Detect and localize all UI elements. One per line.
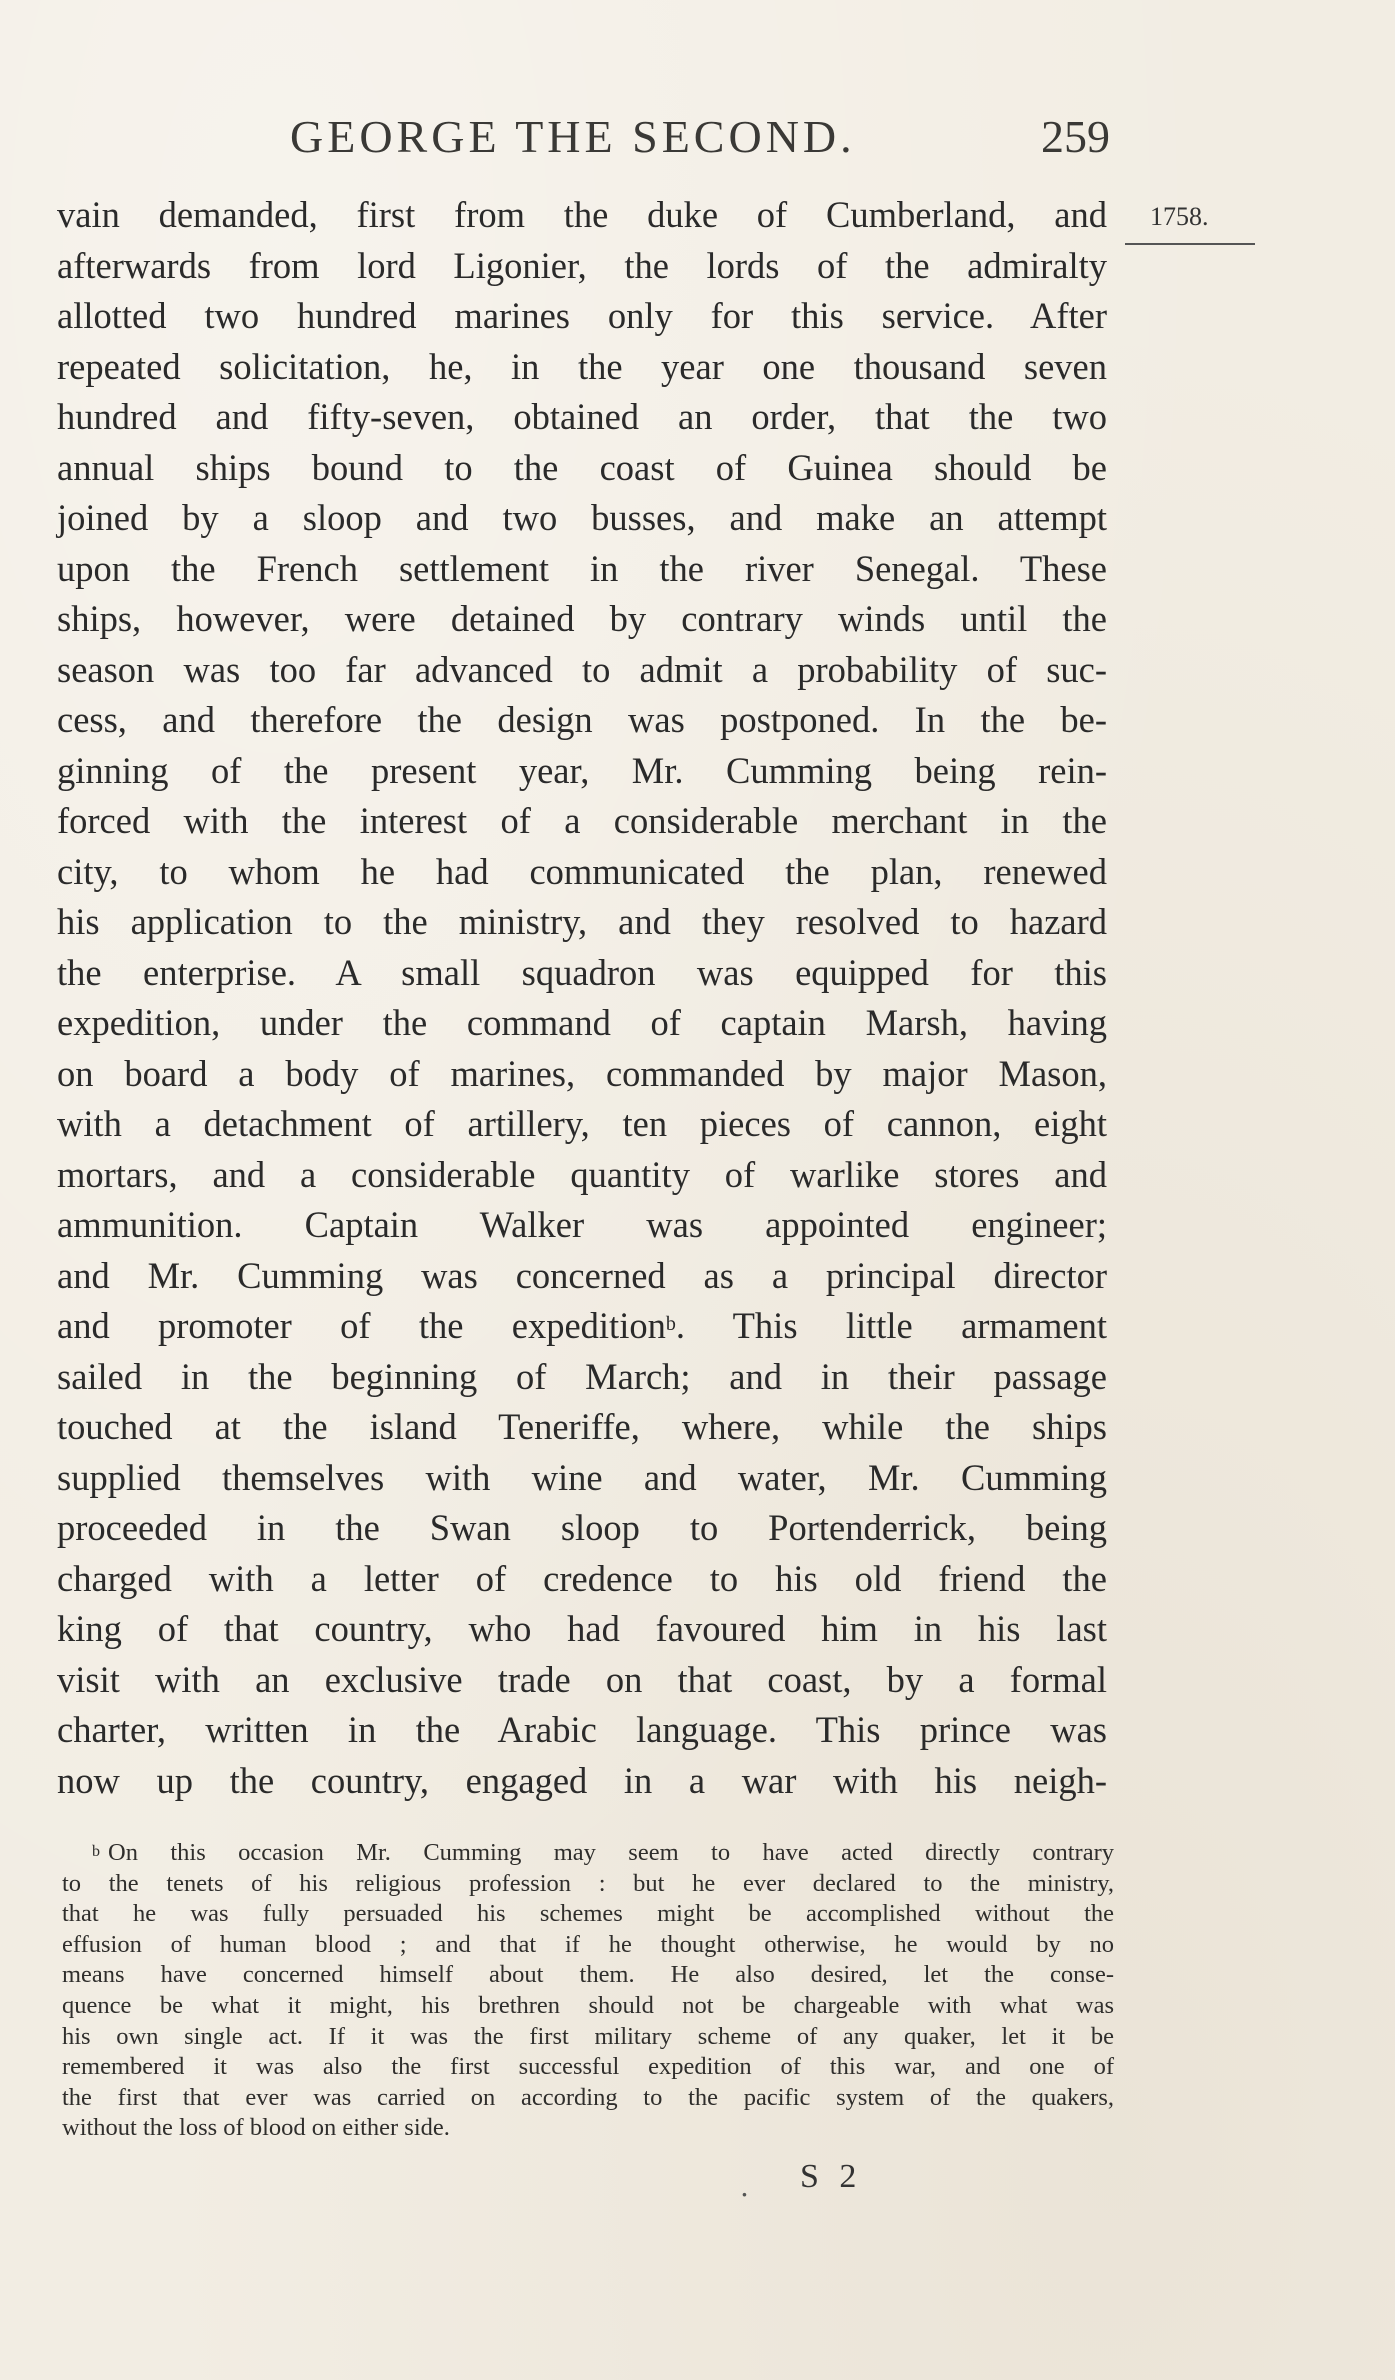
body-line: joined by a sloop and two busses, and make an attempt [57,497,1107,538]
body-line: expedition, under the command of captain Marsh, having [57,1002,1107,1043]
body-line: charged with a letter of credence to his old friend the [57,1557,1107,1599]
running-title: GEORGE THE SECOND. [290,111,856,162]
body-line: city, to whom he had communicated the plan, renewed [57,850,1107,892]
footnote-line-first [62,1838,1114,1869]
margin-year: 1758. [1150,202,1209,231]
body-line: visit with an exclusive trade on that coast, by a formal [57,1658,1107,1700]
body-line: touched at the island Teneriffe, where, while the ships [57,1406,1107,1447]
footnote-line: his own single act. If it was the first military scheme of any quaker, let it be [62,2022,1114,2050]
page-header [290,110,1110,170]
body-line: annual ships bound to the coast of Guinea should be [57,446,1107,488]
footnote-line-last: without the loss of blood on either side. [62,2114,450,2142]
body-line-head: and promoter of the expedition [57,1305,666,1346]
body-line: his application to the ministry, and they resolved to hazard [57,901,1107,942]
body-line: forced with the interest of a considerable merchant in the [57,800,1107,841]
footnote-line-text: On this occasion Mr. Cumming may seem to have acted directly contrary [108,1839,1114,1866]
body-line: proceeded in the Swan sloop to Portenderrick, being [57,1507,1107,1548]
body-line: the enterprise. A small squadron was equipped for this [57,951,1107,993]
body-line: vain demanded, first from the duke of Cumberland, and [57,194,1107,235]
footnote-line: means have concerned himself about them. He also desired, let the conse- [62,1961,1114,1989]
footnote [62,1838,1114,2144]
body-line: upon the French settlement in the river Senegal. These [57,547,1107,589]
footnote-mark: b [92,1843,100,1860]
body-line: hundred and fifty-seven, obtained an order, that the two [57,396,1107,437]
body-line: ships, however, were detained by contrary winds until the [57,598,1107,639]
footnote-line: to the tenets of his religious profession : but he ever declared to the ministry, [62,1869,1114,1897]
page-number: 259 [1041,111,1110,162]
signature-mark: S 2 [800,2158,863,2195]
body-line: cess, and therefore the design was postponed. In the be- [57,699,1107,740]
body-line: now up the country, engaged in a war with his neigh- [57,1759,1107,1801]
body-line: ammunition. Captain Walker was appointed engineer; [57,1204,1107,1245]
body-line-with-footnote-ref [57,1301,1107,1352]
signature-dot: . [740,2170,749,2203]
footnote-line: quence be what it might, his brethren should not be chargeable with what was [62,1991,1114,2019]
footnote-line: remembered it was also the first successful expedition of this war, and one of [62,2053,1114,2081]
footnote-line: effusion of human blood ; and that if he thought otherwise, he would by no [62,1930,1114,1958]
margin-rule [1125,243,1255,245]
body-line: and Mr. Cumming was concerned as a principal director [57,1254,1107,1296]
body-line: sailed in the beginning of March; and in their passage [57,1355,1107,1397]
body-line: king of that country, who had favoured him in his last [57,1608,1107,1649]
body-line-tail: . This little armament [675,1305,1107,1346]
footnote-reference: b [665,1313,676,1335]
body-line: repeated solicitation, he, in the year one thousand seven [57,345,1107,387]
body-line: mortars, and a considerable quantity of warlike stores and [57,1153,1107,1195]
body-line: on board a body of marines, commanded by major Mason, [57,1052,1107,1094]
body-line: supplied themselves with wine and water, Mr. Cumming [57,1456,1107,1498]
body-line: season was too far advanced to admit a probability of suc- [57,648,1107,690]
footnote-line: that he was fully persuaded his schemes might be accomplished without the [62,1900,1114,1928]
body-text [57,190,1107,1806]
body-line: afterwards from lord Ligonier, the lords of the admiralty [57,244,1107,286]
body-line: allotted two hundred marines only for this service. After [57,295,1107,336]
body-line: with a detachment of artillery, ten pieces of cannon, eight [57,1103,1107,1144]
footnote-line: the first that ever was carried on according to the pacific system of the quakers, [62,2083,1114,2111]
body-line: charter, written in the Arabic language. This prince was [57,1709,1107,1750]
body-line: ginning of the present year, Mr. Cumming being rein- [57,749,1107,791]
